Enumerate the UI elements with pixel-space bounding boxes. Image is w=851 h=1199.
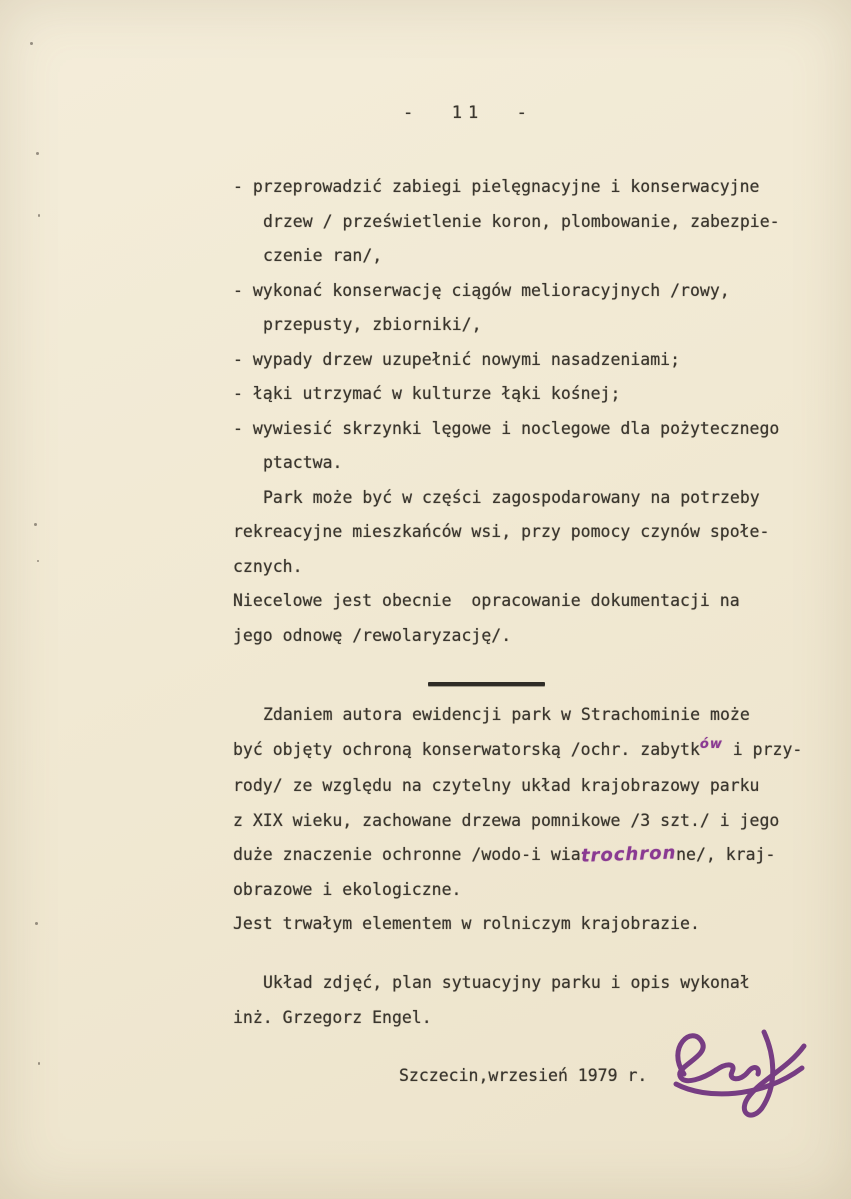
typed-text: ne/, kraj- <box>676 845 776 864</box>
text-line: Park może być w części zagospodarowany na potrzeby <box>263 487 760 507</box>
text-line: - wypady drzew uzupełnić nowymi nasadzeniami; <box>233 349 681 369</box>
paper-speck <box>35 922 38 925</box>
page-number: - 11 - <box>403 103 533 123</box>
text-line: z XIX wieku, zachowane drzewa pomnikowe /3 szt./ i jego <box>233 810 780 830</box>
paper-speck <box>37 560 39 562</box>
section-divider-rule <box>428 682 545 686</box>
text-line-with-correction <box>233 733 833 770</box>
paper-speck <box>38 214 40 217</box>
place-date-line: Szczecin,wrzesień 1979 r. <box>399 1066 648 1085</box>
body-block-2 <box>233 698 833 942</box>
text-line: jego odnowę /rewolaryzację/. <box>233 625 512 645</box>
text-line: - wywiesić skrzynki lęgowe i noclegowe dla pożytecznego <box>233 418 780 438</box>
typed-text: i przy- <box>722 739 803 759</box>
text-line: rekreacyjne mieszkańców wsi, przy pomocy czynów społe- <box>233 522 770 541</box>
handwritten-correction: trochron <box>580 842 677 867</box>
text-line: czenie ran/, <box>263 246 383 265</box>
paper-speck <box>30 42 33 45</box>
text-line: przepusty, zbiorniki/, <box>263 315 482 334</box>
text-line-with-correction <box>233 838 833 873</box>
text-line: ptactwa. <box>263 453 343 472</box>
text-line: - wykonać konserwację ciągów melioracyjnych /rowy, <box>233 280 730 300</box>
text-line: - łąki utrzymać w kulturze łąki kośnej; <box>233 384 621 403</box>
signature-ink-icon <box>648 1010 818 1130</box>
text-line: inż. Grzegorz Engel. <box>233 1007 432 1027</box>
text-line: Niecelowe jest obecnie opracowanie dokumentacji na <box>233 591 740 610</box>
text-line: Jest trwałym elementem w rolniczym krajobrazie. <box>233 914 700 933</box>
text-line: - przeprowadzić zabiegi pielęgnacyjne i konserwacyjne <box>233 177 760 196</box>
paper-speck <box>34 523 37 526</box>
paper-speck <box>36 152 39 155</box>
text-line: drzew / prześwietlenie koron, plombowanie, zabezpie- <box>263 211 780 231</box>
typed-text: duże znaczenie ochronne /wodo-i wia <box>233 845 581 864</box>
body-block-1 <box>233 170 833 653</box>
text-line: cznych. <box>233 556 303 576</box>
text-line: Układ zdjęć, plan sytuacyjny parku i opis wykonał <box>263 973 750 992</box>
text-line: Zdaniem autora ewidencji park w Strachominie może <box>263 705 750 724</box>
handwritten-correction: ów <box>699 736 723 752</box>
paper-speck <box>38 1062 40 1065</box>
text-line: rody/ ze względu na czytelny układ krajobrazowy parku <box>233 776 760 795</box>
text-line: obrazowe i ekologiczne. <box>233 879 462 899</box>
typed-text: być objęty ochroną konserwatorską /ochr. zabytk <box>233 739 700 759</box>
signature <box>648 1010 818 1130</box>
